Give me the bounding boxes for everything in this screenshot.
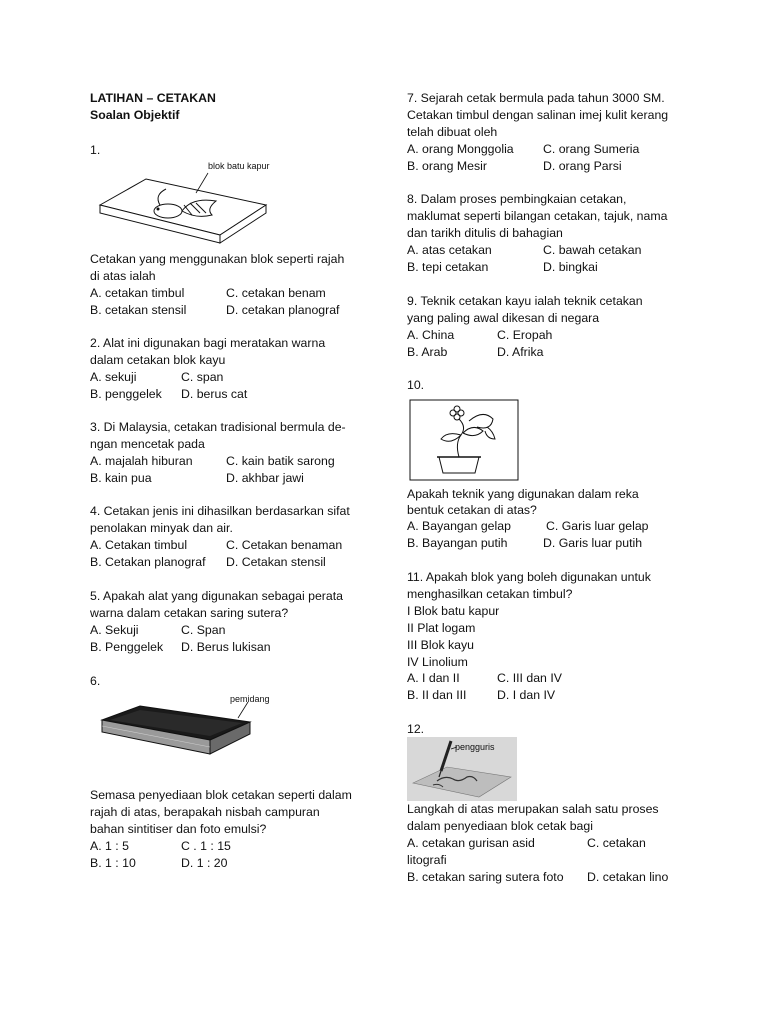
question-11-item: II Plat logam bbox=[407, 621, 476, 635]
option-a: A. Bayangan gelap bbox=[407, 519, 511, 533]
option-c: C . 1 : 15 bbox=[181, 839, 231, 853]
question-10-number: 10. bbox=[407, 378, 425, 392]
question-10-text-line: bentuk cetakan di atas? bbox=[407, 503, 537, 517]
question-7-options-row bbox=[407, 141, 707, 157]
question-9-text-line: yang paling awal dikesan di negara bbox=[407, 311, 600, 325]
question-8-options-row bbox=[407, 259, 707, 275]
question-7-options-row bbox=[407, 158, 707, 174]
question-9-options-row bbox=[407, 344, 707, 360]
question-3-text-line: ngan mencetak pada bbox=[90, 437, 205, 451]
question-1-text-line: di atas ialah bbox=[90, 269, 156, 283]
figure-label-blok-batu-kapur: blok batu kapur bbox=[208, 161, 270, 171]
question-10-options-row bbox=[407, 518, 707, 534]
question-6-text-line: Semasa penyediaan blok cetakan seperti dalam bbox=[90, 788, 352, 802]
question-12-text-line: Langkah di atas merupakan salah satu proses bbox=[407, 802, 659, 816]
question-9-text-line: 9. Teknik cetakan kayu ialah teknik cetakan bbox=[407, 294, 643, 308]
option-d: D. Cetakan stensil bbox=[226, 555, 326, 569]
question-7-text-line: telah dibuat oleh bbox=[407, 125, 498, 139]
question-8-text-line: maklumat seperti bilangan cetakan, tajuk, nama bbox=[407, 209, 668, 223]
option-b: B. Penggelek bbox=[90, 640, 164, 654]
question-11-item: I Blok batu kapur bbox=[407, 604, 500, 618]
question-11-text-line: 11. Apakah blok yang boleh digunakan untuk bbox=[407, 570, 651, 584]
option-c: C. bawah cetakan bbox=[543, 243, 642, 257]
option-b: B. orang Mesir bbox=[407, 159, 487, 173]
question-3-options-row bbox=[90, 453, 390, 469]
question-4-text-line: 4. Cetakan jenis ini dihasilkan berdasarkan sifat bbox=[90, 504, 350, 518]
question-11-item: III Blok kayu bbox=[407, 638, 474, 652]
question-6-text-line: bahan sintitiser dan foto emulsi? bbox=[90, 822, 267, 836]
option-c: C. span bbox=[181, 370, 224, 384]
question-5-text-line: 5. Apakah alat yang digunakan sebagai perata bbox=[90, 589, 343, 603]
question-6-options-row bbox=[90, 838, 390, 854]
question-3-options-row bbox=[90, 470, 390, 486]
question-6-options-row bbox=[90, 855, 390, 871]
question-4-options-row bbox=[90, 537, 390, 553]
question-1-options-row bbox=[90, 302, 390, 318]
question-11-item: IV Linolium bbox=[407, 655, 468, 669]
option-c: C. Eropah bbox=[497, 328, 553, 342]
question-1-text-line: Cetakan yang menggunakan blok seperti rajah bbox=[90, 252, 345, 266]
question-6-text-line: rajah di atas, berapakah nisbah campuran bbox=[90, 805, 320, 819]
option-d: D. berus cat bbox=[181, 387, 248, 401]
question-12-number: 12. bbox=[407, 722, 425, 736]
question-1-number: 1. bbox=[90, 143, 101, 157]
option-d: D. akhbar jawi bbox=[226, 471, 304, 485]
option-b: B. penggelek bbox=[90, 387, 162, 401]
potted-plant-figure bbox=[409, 399, 521, 483]
question-8-text-line: 8. Dalam proses pembingkaian cetakan, bbox=[407, 192, 627, 206]
question-8-text-line: dan tarikh ditulis di bahagian bbox=[407, 226, 563, 240]
option-b: B. 1 : 10 bbox=[90, 856, 136, 870]
option-a: A. China bbox=[407, 328, 455, 342]
option-b: B. tepi cetakan bbox=[407, 260, 489, 274]
option-a: A. cetakan gurisan asid bbox=[407, 836, 535, 850]
option-a: A. 1 : 5 bbox=[90, 839, 129, 853]
option-a: A. Sekuji bbox=[90, 623, 139, 637]
option-d: D. 1 : 20 bbox=[181, 856, 228, 870]
question-12-text-line: dalam penyediaan blok cetak bagi bbox=[407, 819, 593, 833]
question-11-options-row bbox=[407, 670, 707, 686]
option-a: A. majalah hiburan bbox=[90, 454, 193, 468]
question-2-text-line: 2. Alat ini digunakan bagi meratakan warna bbox=[90, 336, 326, 350]
question-2-text-line: dalam cetakan blok kayu bbox=[90, 353, 226, 367]
option-b: B. cetakan saring sutera foto bbox=[407, 870, 564, 884]
option-c: C. Cetakan benaman bbox=[226, 538, 343, 552]
option-b: B. Cetakan planograf bbox=[90, 555, 206, 569]
question-11-options-row bbox=[407, 687, 707, 703]
question-10-options-row bbox=[407, 535, 707, 551]
option-b: B. Arab bbox=[407, 345, 448, 359]
option-d: D. Afrika bbox=[497, 345, 544, 359]
option-a: A. Cetakan timbul bbox=[90, 538, 188, 552]
question-5-options-row bbox=[90, 622, 390, 638]
page-title: LATIHAN – CETAKAN bbox=[90, 91, 216, 105]
option-b: B. II dan III bbox=[407, 688, 467, 702]
option-c-continuation: litografi bbox=[407, 853, 447, 867]
question-7-text-line: Cetakan timbul dengan salinan imej kulit kerang bbox=[407, 108, 669, 122]
question-1-options-row bbox=[90, 285, 390, 301]
option-a: A. sekuji bbox=[90, 370, 137, 384]
option-a: A. cetakan timbul bbox=[90, 286, 185, 300]
question-12-options-row bbox=[407, 835, 707, 851]
option-c: C. orang Sumeria bbox=[543, 142, 640, 156]
option-d: D. cetakan planograf bbox=[226, 303, 340, 317]
option-d: D. I dan IV bbox=[497, 688, 556, 702]
option-d: D. bingkai bbox=[543, 260, 598, 274]
option-c: C. kain batik sarong bbox=[226, 454, 335, 468]
question-12-options-row bbox=[407, 869, 707, 885]
option-c: C. cetakan bbox=[587, 836, 646, 850]
question-5-text-line: warna dalam cetakan saring sutera? bbox=[90, 606, 289, 620]
option-a: A. I dan II bbox=[407, 671, 460, 685]
option-b: B. cetakan stensil bbox=[90, 303, 187, 317]
option-d: D. cetakan lino bbox=[587, 870, 669, 884]
question-2-options-row bbox=[90, 386, 390, 402]
option-d: D. orang Parsi bbox=[543, 159, 622, 173]
question-11-text-line: menghasilkan cetakan timbul? bbox=[407, 587, 573, 601]
option-c: C. Garis luar gelap bbox=[546, 519, 649, 533]
question-5-options-row bbox=[90, 639, 390, 655]
question-4-options-row bbox=[90, 554, 390, 570]
question-7-text-line: 7. Sejarah cetak bermula pada tahun 3000 SM. bbox=[407, 91, 665, 105]
option-c: C. III dan IV bbox=[497, 671, 562, 685]
option-b: B. Bayangan putih bbox=[407, 536, 508, 550]
option-a: A. orang Monggolia bbox=[407, 142, 514, 156]
screen-frame-figure bbox=[98, 692, 298, 774]
option-d: D. Garis luar putih bbox=[543, 536, 643, 550]
question-6-number: 6. bbox=[90, 674, 101, 688]
engraving-tool-figure bbox=[407, 737, 519, 801]
option-d: D. Berus lukisan bbox=[181, 640, 271, 654]
option-c: C. cetakan benam bbox=[226, 286, 326, 300]
question-8-options-row bbox=[407, 242, 707, 258]
option-b: B. kain pua bbox=[90, 471, 152, 485]
figure-label-pengguris: pengguris bbox=[455, 742, 495, 752]
figure-label-pemidang: pemidang bbox=[230, 694, 270, 704]
question-2-options-row bbox=[90, 369, 390, 385]
limestone-block-figure bbox=[96, 153, 276, 253]
question-9-options-row bbox=[407, 327, 707, 343]
question-4-text-line: penolakan minyak dan air. bbox=[90, 521, 233, 535]
page-subtitle: Soalan Objektif bbox=[90, 108, 180, 122]
question-3-text-line: 3. Di Malaysia, cetakan tradisional bermula de- bbox=[90, 420, 346, 434]
question-10-text-line: Apakah teknik yang digunakan dalam reka bbox=[407, 487, 639, 501]
option-c: C. Span bbox=[181, 623, 226, 637]
option-a: A. atas cetakan bbox=[407, 243, 492, 257]
